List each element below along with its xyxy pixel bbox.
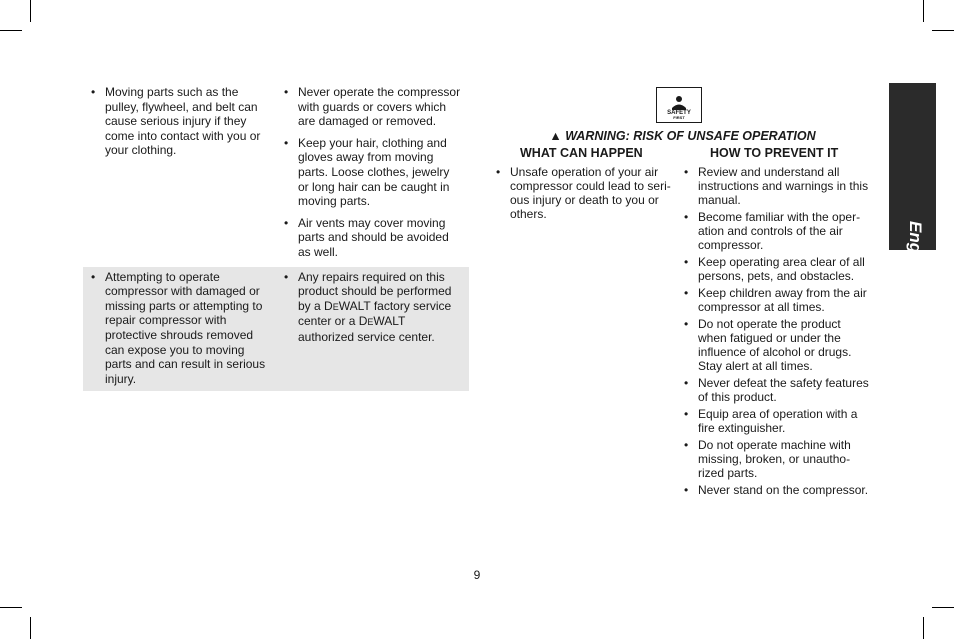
warning-title: ▲ WARNING: RISK OF UNSAFE OPERATION [549, 129, 816, 143]
list-item: • Keep your hair, clothing and gloves away from moving parts. Loose clothes, jewelry or long hair can be caught in moving parts. [284, 136, 463, 209]
list-item: • Unsafe operation of your air compressor could lead to seri-ous injury or death to you or others. [496, 165, 674, 221]
list-item: • Never defeat the safety features of this product. [684, 376, 869, 404]
list-item: • Review and understand all instructions and warnings in this manual. [684, 165, 869, 207]
list-item: • Equip area of operation with a fire extinguisher. [684, 407, 869, 435]
language-label: English [906, 221, 925, 283]
language-tab [889, 83, 936, 283]
crop-mark [30, 0, 31, 22]
crop-mark [0, 607, 22, 608]
prevention-cell [276, 267, 469, 392]
warning-icon: ▲ [549, 129, 562, 143]
page-number: 9 [473, 568, 481, 582]
prevention-column [684, 165, 869, 500]
crop-mark [932, 607, 954, 608]
list-item: • Any repairs required on this product should be performed by a DEWALT factory service center or a DEWALT authorized service center. [284, 270, 463, 345]
hazard-column [496, 165, 674, 224]
crop-mark [30, 617, 31, 639]
crop-mark [923, 617, 924, 639]
list-item: • Moving parts such as the pulley, flywheel, and belt can cause serious injury if they come into contact with you or your clothing. [91, 85, 270, 158]
hazard-cell [83, 267, 276, 392]
column-header: WHAT CAN HAPPEN [520, 146, 643, 160]
prevention-cell [276, 82, 469, 267]
hazard-cell [83, 82, 276, 267]
crop-mark [923, 0, 924, 22]
list-item: • Become familiar with the oper-ation and controls of the air compressor. [684, 210, 869, 252]
column-header: HOW TO PREVENT IT [710, 146, 839, 160]
crop-mark [0, 30, 22, 31]
list-item: • Keep children away from the air compressor at all times. [684, 286, 869, 314]
list-item: • Air vents may cover moving parts and should be avoided as well. [284, 216, 463, 260]
list-item: • Do not operate machine with missing, broken, or unautho-rized parts. [684, 438, 869, 480]
list-item: • Do not operate the product when fatigued or under the influence of alcohol or drugs. Stay alert at all times. [684, 317, 869, 373]
list-item: • Keep operating area clear of all persons, pets, and obstacles. [684, 255, 869, 283]
hazard-table [83, 82, 469, 391]
list-item: • Never operate the compressor with guards or covers which are damaged or removed. [284, 85, 463, 129]
list-item: • Attempting to operate compressor with damaged or missing parts or attempting to repair compressor with protective shrouds removed can expose you to moving parts and can result in serious injury. [91, 270, 270, 387]
crop-mark [932, 30, 954, 31]
table-row [83, 267, 469, 392]
list-item: • Never stand on the compressor. [684, 483, 869, 497]
safety-first-icon [656, 87, 702, 123]
table-row [83, 82, 469, 267]
svg-text:SAFETY: SAFETY [667, 110, 691, 116]
svg-text:FIRST: FIRST [673, 115, 685, 120]
